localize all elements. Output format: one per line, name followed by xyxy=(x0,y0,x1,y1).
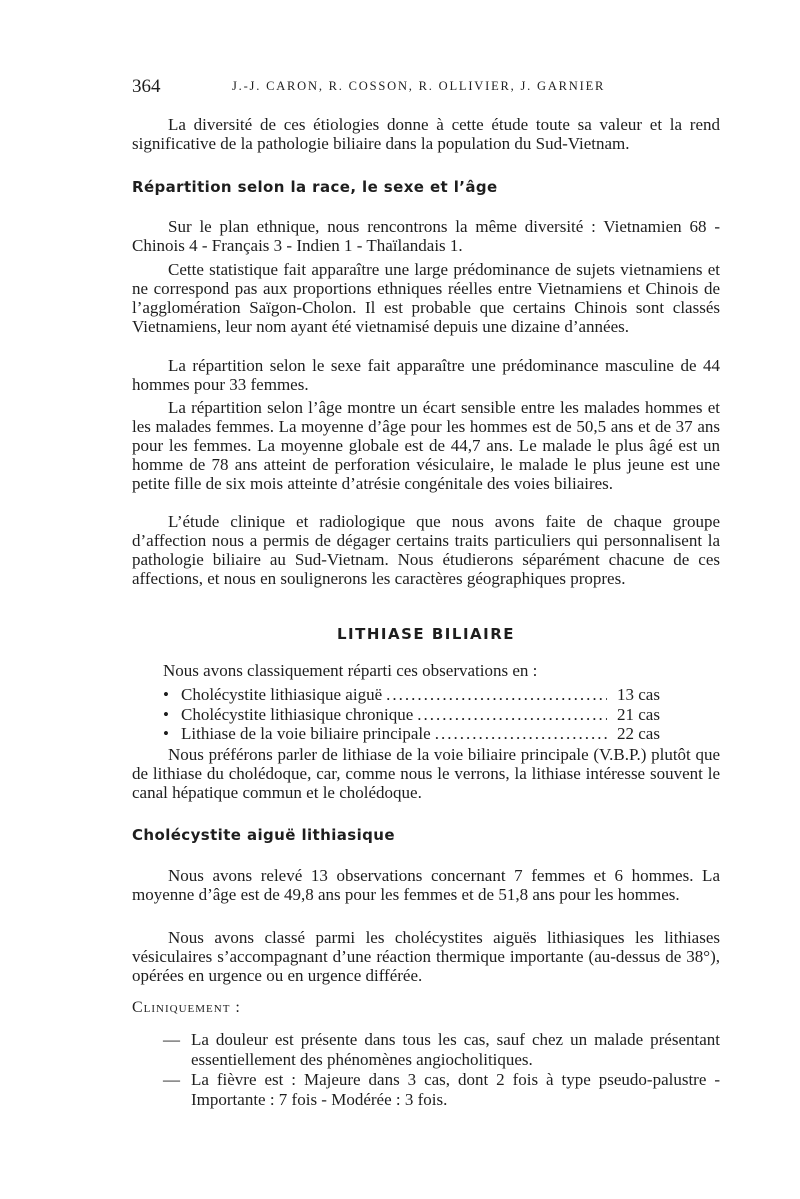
paragraph-ethnique: Sur le plan ethnique, nous rencontrons la même diversité : Vietnamien 68 - Chinois 4 - Français 3 - Indien 1 - Thaïlandais 1. xyxy=(132,217,720,255)
bullet-icon: • xyxy=(163,724,169,743)
page-number: 364 xyxy=(132,76,161,97)
paragraph-vbp: Nous préférons parler de lithiase de la voie biliaire principale (V.B.P.) plutôt que de lithiase du cholédoque, car, comme nous le verrons, la lithiase intéresse souvent le canal hépatique commun et le cholédoque. xyxy=(132,745,720,802)
paragraph-statistique: Cette statistique fait apparaître une large prédominance de sujets vietnamiens et ne correspond pas aux proportions ethniques réelles entre Vietnamiens et Chinois de l’agglomération Saïgon-Cholon. Il est probable que certains Chinois sont classés Vietnamiens, leur nom ayant été vietnamisé depuis une dizaine d’années. xyxy=(132,260,720,336)
list-item-label: Lithiase de la voie biliaire principale xyxy=(181,724,431,743)
leader-dots xyxy=(386,685,607,705)
list-item-count: 21 cas xyxy=(617,704,660,724)
bullet-icon: • xyxy=(163,704,169,724)
dash-item-text: La fièvre est : Majeure dans 3 cas, dont 2 fois à type pseudo-palustre - Importante : 7 fois - Modérée : 3 fois. xyxy=(191,1070,720,1109)
paragraph-sexe: La répartition selon le sexe fait apparaître une prédominance masculine de 44 hommes pour 33 femmes. xyxy=(132,356,720,394)
intro-paragraph: La diversité de ces étiologies donne à cette étude toute sa valeur et la rend significative de la pathologie biliaire dans la population du Sud-Vietnam. xyxy=(132,115,720,153)
bullet-icon: • xyxy=(163,685,169,704)
list-item-count: 22 cas xyxy=(617,724,660,743)
dash-icon: — xyxy=(163,1030,180,1049)
paragraph-observations: Nous avons relevé 13 observations concernant 7 femmes et 6 hommes. La moyenne d’âge est de 49,8 ans pour les femmes et de 51,8 ans pour les hommes. xyxy=(132,866,720,904)
list-item xyxy=(163,685,683,705)
dash-icon: — xyxy=(163,1070,180,1089)
paragraph-age: La répartition selon l’âge montre un écart sensible entre les malades hommes et les malades femmes. La moyenne d’âge pour les hommes est de 50,5 ans et de 37 ans pour les femmes. La moyenne globale est de 44,7 ans. Le malade le plus âgé est un homme de 78 ans atteint de perforation vésiculaire, le malade le plus jeune est une petite fille de six mois atteinte d’atrésie congénitale des voies biliaires. xyxy=(132,398,720,493)
list-item-label: Cholécystite lithiasique chronique xyxy=(181,704,414,724)
section-heading-lithiase: LITHIASE BILIAIRE xyxy=(336,625,516,643)
leader-dots xyxy=(417,705,607,725)
list-item xyxy=(163,724,683,744)
leader-dots xyxy=(435,724,607,744)
list-item xyxy=(163,1030,720,1069)
dash-item-text: La douleur est présente dans tous les cas, sauf chez un malade présentant essentiellement des phénomènes angiocholitiques. xyxy=(191,1030,720,1069)
list-item xyxy=(163,1070,720,1109)
cliniquement-label: Cliniquement : xyxy=(132,999,241,1016)
list-item xyxy=(163,705,683,725)
lithiase-lead: Nous avons classiquement réparti ces observations en : xyxy=(163,661,538,680)
paragraph-classement: Nous avons classé parmi les cholécystites aiguës lithiasiques les lithiases vésiculaires s’accompagnant d’une réaction thermique importante (au-dessus de 38°), opérées en urgence ou en urgence différée. xyxy=(132,928,720,985)
list-item-count: 13 cas xyxy=(617,685,660,704)
paragraph-etude-clinique: L’étude clinique et radiologique que nous avons faite de chaque groupe d’affection nous a permis de dégager certains traits particuliers qui personnalisent la pathologie biliaire au Sud-Vietnam. Nous étudierons séparément chacune de ces affections, et nous en soulignerons les caractères géographiques propres. xyxy=(132,512,720,588)
page-header xyxy=(132,76,722,100)
section-heading-repartition: Répartition selon la race, le sexe et l’âge xyxy=(132,178,498,196)
section-heading-cholecystite: Cholécystite aiguë lithiasique xyxy=(132,826,395,844)
running-head-authors: J.-J. CARON, R. COSSON, R. OLLIVIER, J. GARNIER xyxy=(232,79,606,93)
lithiase-list xyxy=(163,685,683,744)
list-item-label: Cholécystite lithiasique aiguë xyxy=(181,685,383,704)
